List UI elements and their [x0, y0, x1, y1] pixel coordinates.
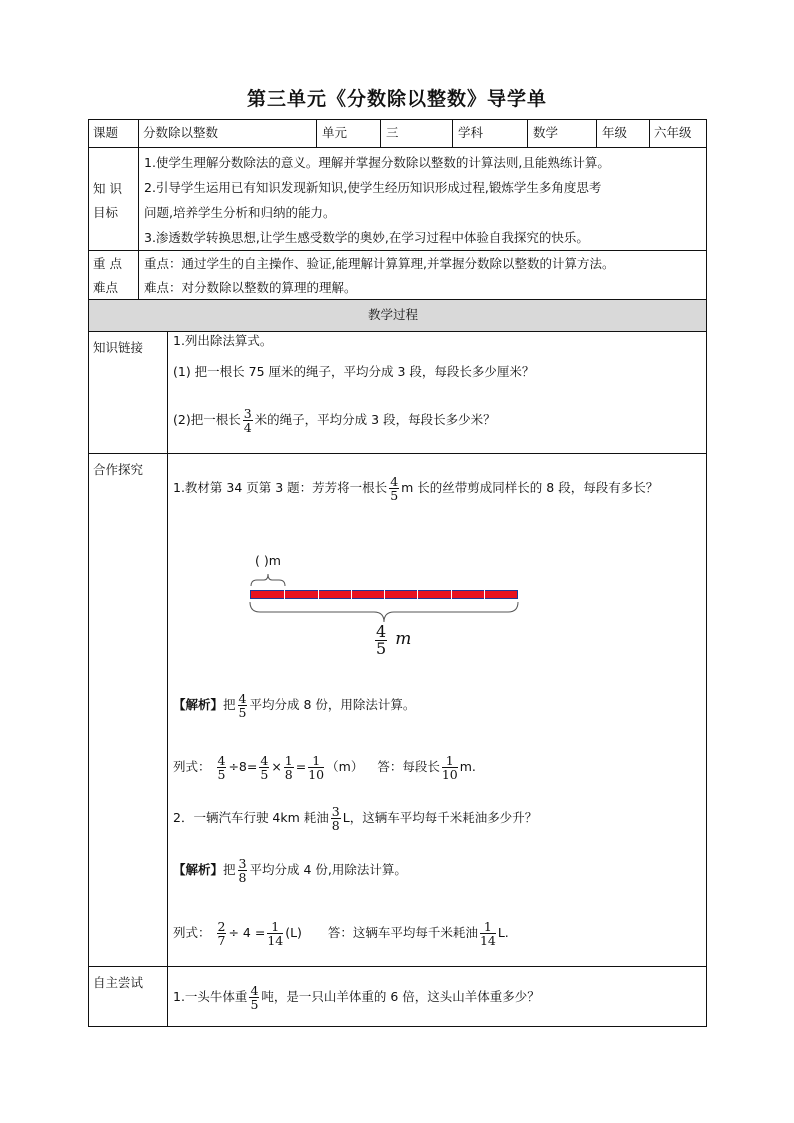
link-label: 知识链接	[93, 340, 144, 355]
ribbon-segment-divider	[318, 590, 319, 599]
ribbon-segment-divider	[417, 590, 418, 599]
explore-label: 合作探究	[93, 462, 144, 477]
lesson-value: 分数除以整数	[143, 125, 219, 140]
ribbon-segment-divider	[384, 590, 385, 599]
explore-problem-2: 2．一辆汽车行驶 4km 耗油 $\frac{3}{8}$ L，这辆车平均每千米耗油多少升？	[173, 804, 538, 833]
diagram-blank-label: ( )m	[255, 553, 281, 568]
grade-value: 六年级	[654, 125, 692, 140]
ribbon-segment-divider	[484, 590, 485, 599]
objectives-label-1: 知 识	[93, 181, 122, 196]
keypoints-label-1: 重 点	[93, 256, 122, 271]
objective-line-1: 1.使学生理解分数除法的意义。理解并掌握分数除以整数的计算法则,且能熟练计算。	[144, 155, 610, 170]
try-question: 1.一头牛体重 $\frac{4}{5}$ 吨，是一只山羊体重的 6 倍，这头山羊体重多少？	[173, 983, 540, 1012]
ribbon-segment-divider	[284, 590, 285, 599]
unit-value: 三	[386, 125, 399, 140]
analysis-1: 【解析】把 $\frac{4}{5}$ 平均分成 8 份，用除法计算。	[173, 691, 416, 720]
equation-2: 列式： $\frac{2}{7}$ ÷ 4 = $\frac{1}{14}$ (L) 答：这辆车平均每千米耗油 $\frac{1}{14}$ L.	[173, 919, 509, 948]
objectives-label-2: 目标	[93, 205, 119, 220]
explore-problem-1: 1.教材第 34 页第 3 题：芳芳将一根长 $\frac{4}{5}$ m 长的丝带剪成同样长的 8 段，每段有多长？	[173, 474, 659, 503]
analysis-2: 【解析】把 $\frac{3}{8}$ 平均分成 4 份,用除法计算。	[173, 856, 407, 885]
diagram-brace-top	[249, 568, 289, 588]
process-header: 教学过程	[368, 307, 419, 322]
link-question-2: (2)把一根长 $\frac{3}{4}$ 米的绳子，平均分成 3 段，每段长多少米？	[173, 406, 496, 435]
link-question-title: 1.列出除法算式。	[173, 333, 273, 348]
keypoints-label-2: 难点	[93, 280, 119, 295]
ribbon-bar	[250, 590, 518, 599]
subject-label: 学科	[458, 125, 484, 140]
difficulty-text: 难点：对分数除以整数的算理的理解。	[144, 280, 357, 295]
lesson-label: 课题	[93, 125, 119, 140]
ribbon-segment-divider	[351, 590, 352, 599]
diagram-length-label: $\frac{4}{5}$ m	[376, 622, 412, 658]
objective-line-3: 3.渗透数学转换思想,让学生感受数学的奥妙,在学习过程中体验自我探究的快乐。	[144, 230, 589, 245]
page-title: 第三单元《分数除以整数》导学单	[246, 88, 547, 110]
objective-line-2a: 2.引导学生运用已有知识发现新知识,使学生经历知识形成过程,锻炼学生多角度思考	[144, 180, 602, 195]
link-question-1: (1) 把一根长 75 厘米的绳子，平均分成 3 段，每段长多少厘米？	[173, 364, 535, 379]
key-point-text: 重点：通过学生的自主操作、验证,能理解计算算理,并掌握分数除以整数的计算方法。	[144, 256, 615, 271]
ribbon-segment-divider	[451, 590, 452, 599]
objective-line-2b: 问题,培养学生分析和归纳的能力。	[144, 205, 336, 220]
subject-value: 数学	[533, 125, 559, 140]
grade-label: 年级	[602, 125, 628, 140]
equation-1: 列式： $\frac{4}{5}$ ÷8= $\frac{4}{5}$ × $\frac{1}{8}$ = $\frac{1}{10}$ （m） 答：每段长 $\frac{1}{10}$ m.	[173, 753, 476, 782]
unit-label: 单元	[322, 125, 348, 140]
try-label: 自主尝试	[93, 975, 144, 990]
